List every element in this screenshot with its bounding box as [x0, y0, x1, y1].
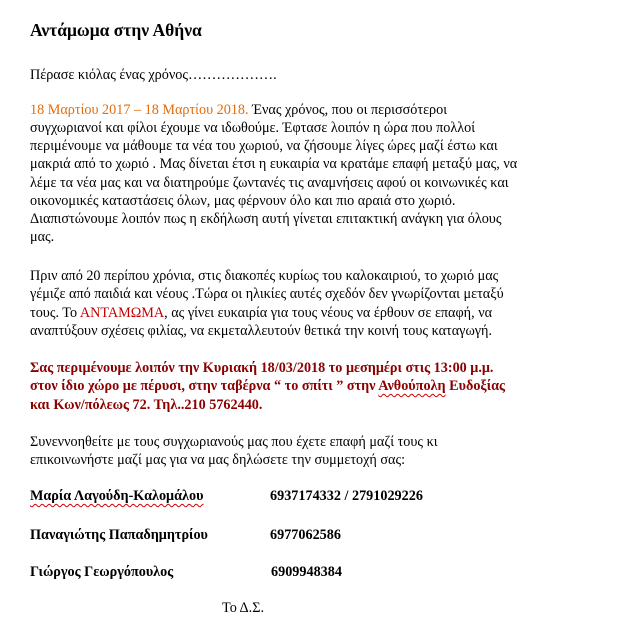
- intro-line: Πέρασε κιόλας ένας χρόνος……………….: [30, 67, 277, 83]
- paragraph-2-line: αναπτύξουν σχέσεις φιλίας, να εκμεταλλευτούν θετικά την κοινή τους καταγωγή.: [30, 323, 493, 339]
- paragraph-1-line: μας.: [30, 229, 55, 245]
- contact-name: Παναγιώτης Παπαδημητρίου: [30, 527, 208, 543]
- paragraph-2-line: Πριν από 20 περίπου χρόνια, στις διακοπές κυρίως του καλοκαιριού, το χωριό μας: [30, 268, 499, 284]
- contact-phone: 6937174332 / 2791029226: [270, 488, 423, 504]
- signature: Το Δ.Σ.: [222, 600, 265, 616]
- invitation-line: [30, 377, 505, 395]
- paragraph-1-line-1-rest: Ένας χρόνος, που οι περισσότεροι: [248, 102, 448, 118]
- date-range: 18 Μαρτίου 2017 – 18 Μαρτίου 2018.: [30, 102, 249, 118]
- contact-phone: 6977062586: [270, 527, 341, 543]
- paragraph-2-line: [30, 304, 492, 322]
- paragraph-1-line: περιμένουμε να μάθουμε τα νέα του χωριού, να ζήσουμε λίγες ώρες μαζί έστω και: [30, 138, 498, 154]
- invitation-line-2-a: στον ίδιο χώρο με πέρυσι, στην ταβέρνα “ το σπίτι ” στην: [30, 378, 379, 394]
- invitation-line: και Κων/πόλεως 72. Τηλ..210 5762440.: [30, 397, 263, 413]
- paragraph-1-line: μακριά από το χωριό . Μας δίνεται έτσι η ευκαιρία να κρατάμε επαφή μεταξύ μας, να: [30, 156, 518, 172]
- paragraph-1-line-1: [30, 101, 447, 119]
- contact-name: Γιώργος Γεωργόπουλος: [30, 564, 174, 580]
- invitation-line: Σας περιμένουμε λοιπόν την Κυριακή 18/03/2018 το μεσημέρι στις 13:00 μ.μ.: [30, 360, 494, 376]
- contact-phone: 6909948384: [271, 564, 342, 580]
- paragraph-1-line: Διαπιστώνουμε λοιπόν πως η εκδήλωση αυτή γίνεται επιτακτική ανάγκη για όλους: [30, 211, 502, 227]
- closing-line: επικοινωνήστε μαζί μας για να μας δηλώσετε την συμμετοχή σας:: [30, 452, 406, 468]
- antamoma-highlight: ΑΝΤΑΜΩΜΑ: [79, 305, 165, 321]
- place-name: Ανθούπολη: [378, 378, 446, 394]
- paragraph-1-line: λέμε τα νέα μας και να διατηρούμε ζωντανές τις αναμνήσεις αφού οι κοινωνικές και: [30, 175, 509, 191]
- paragraph-1-line: συγχωριανοί και φίλοι έχουμε να ιδωθούμε. Έφτασε λοιπόν η ώρα που πολλοί: [30, 120, 476, 136]
- closing-line: Συνεννοηθείτε με τους συγχωριανούς μας που έχετε επαφή μαζί τους κι: [30, 434, 438, 450]
- paragraph-2-line-3-after: , ας γίνει ευκαιρία για τους νέους να έρθουν σε επαφή, να: [164, 305, 493, 321]
- paragraph-2-line-3-before: τους. Το: [30, 305, 80, 321]
- page-title: Αντάμωμα στην Αθήνα: [30, 20, 202, 40]
- contact-name: Μαρία Λαγούδη-Καλομάλου: [30, 488, 204, 504]
- paragraph-1-line: οικονομικές καταστάσεις όλων, μας φέρνουν όλο και πιο αραιά στο χωριό.: [30, 193, 456, 209]
- paragraph-2-line: γέμιζε από παιδιά και νέους .Τώρα οι ηλικίες αυτές σχεδόν δεν γνωρίζονται μεταξύ: [30, 286, 504, 302]
- invitation-line-2-b: Ευδοξίας: [445, 378, 506, 394]
